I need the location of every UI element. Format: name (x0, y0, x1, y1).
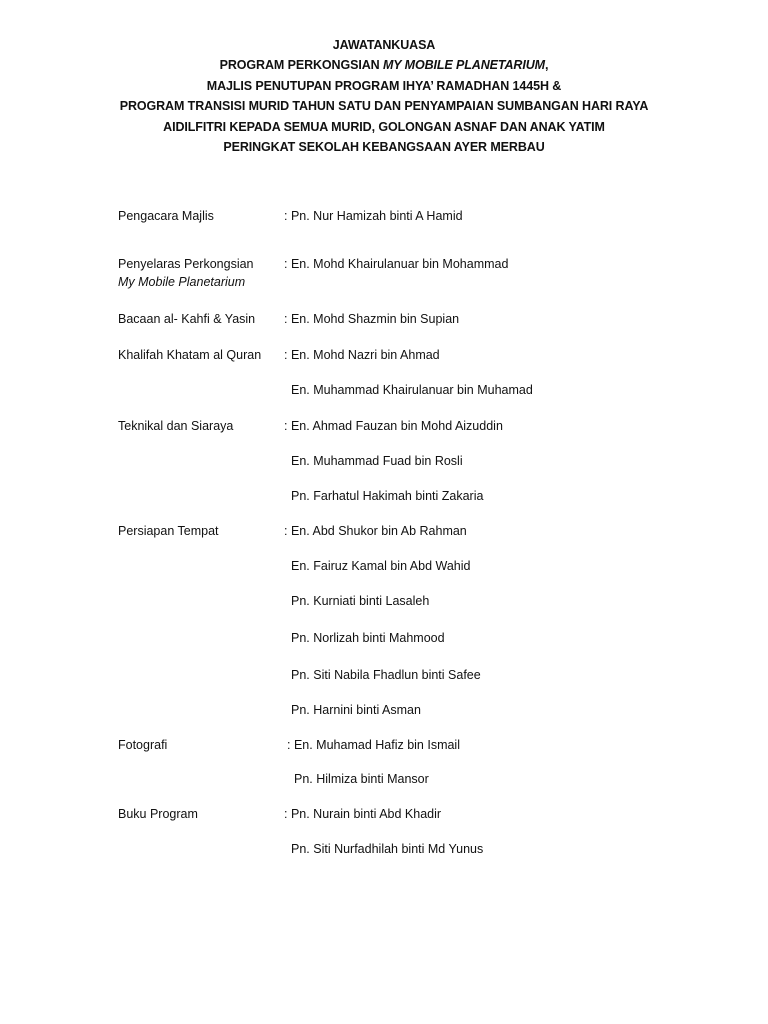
member-persiapan-5: Pn. Siti Nabila Fhadlun binti Safee (291, 668, 481, 682)
member-persiapan-6: Pn. Harnini binti Asman (291, 703, 421, 717)
title-line-2-suffix: , (544, 58, 549, 73)
member-persiapan-3: Pn. Kurniati binti Lasaleh (291, 594, 430, 608)
member-khalifah-2: En. Muhammad Khairulanuar bin Muhamad (291, 383, 533, 397)
role-label-persiapan: Persiapan Tempat (118, 524, 219, 538)
title-line-3: MAJLIS PENUTUPAN PROGRAM IHYA’ RAMADHAN 1445H & (206, 78, 562, 93)
document-title (0, 35, 768, 157)
title-line-5: AIDILFITRI KEPADA SEMUA MURID, GOLONGAN ASNAF DAN ANAK YATIM (163, 119, 605, 134)
title-line-2-italic: MY MOBILE PLANETARIUM (382, 58, 545, 73)
member-persiapan-1: : En. Abd Shukor bin Ab Rahman (284, 524, 467, 538)
role-label-fotografi: Fotografi (118, 738, 168, 752)
role-label-teknikal: Teknikal dan Siaraya (118, 419, 234, 433)
role-label-penyelaras (118, 255, 254, 291)
title-line-4: PROGRAM TRANSISI MURID TAHUN SATU DAN PENYAMPAIAN SUMBANGAN HARI RAYA (119, 99, 649, 114)
member-buku-2: Pn. Siti Nurfadhilah binti Md Yunus (291, 842, 484, 856)
member-teknikal-1: : En. Ahmad Fauzan bin Mohd Aizuddin (284, 419, 503, 433)
member-teknikal-3: Pn. Farhatul Hakimah binti Zakaria (291, 489, 484, 503)
member-fotografi-2: Pn. Hilmiza binti Mansor (294, 772, 429, 786)
title-line-1: JAWATANKUASA (332, 38, 436, 52)
member-buku-1: : Pn. Nurain binti Abd Khadir (284, 807, 442, 821)
role-label-khalifah: Khalifah Khatam al Quran (118, 348, 262, 362)
role-label-penyelaras-sub: My Mobile Planetarium (118, 275, 246, 289)
member-bacaan-1: : En. Mohd Shazmin bin Supian (284, 312, 460, 326)
member-persiapan-4: Pn. Norlizah binti Mahmood (291, 631, 445, 645)
member-khalifah-1: : En. Mohd Nazri bin Ahmad (284, 348, 440, 362)
member-pengacara-1: : Pn. Nur Hamizah binti A Hamid (284, 209, 463, 223)
role-label-penyelaras-main: Penyelaras Perkongsian (118, 257, 254, 271)
title-line-2 (0, 55, 768, 75)
member-fotografi-1: : En. Muhamad Hafiz bin Ismail (287, 738, 460, 752)
member-persiapan-2: En. Fairuz Kamal bin Abd Wahid (291, 559, 471, 573)
member-teknikal-2: En. Muhammad Fuad bin Rosli (291, 454, 463, 468)
member-penyelaras-1: : En. Mohd Khairulanuar bin Mohammad (284, 257, 509, 271)
role-label-pengacara: Pengacara Majlis (118, 209, 214, 223)
title-line-6: PERINGKAT SEKOLAH KEBANGSAAN AYER MERBAU (223, 140, 545, 155)
role-label-buku: Buku Program (118, 807, 198, 821)
title-line-2-prefix: PROGRAM PERKONGSIAN (219, 58, 383, 73)
role-label-bacaan: Bacaan al- Kahfi & Yasin (118, 312, 256, 326)
